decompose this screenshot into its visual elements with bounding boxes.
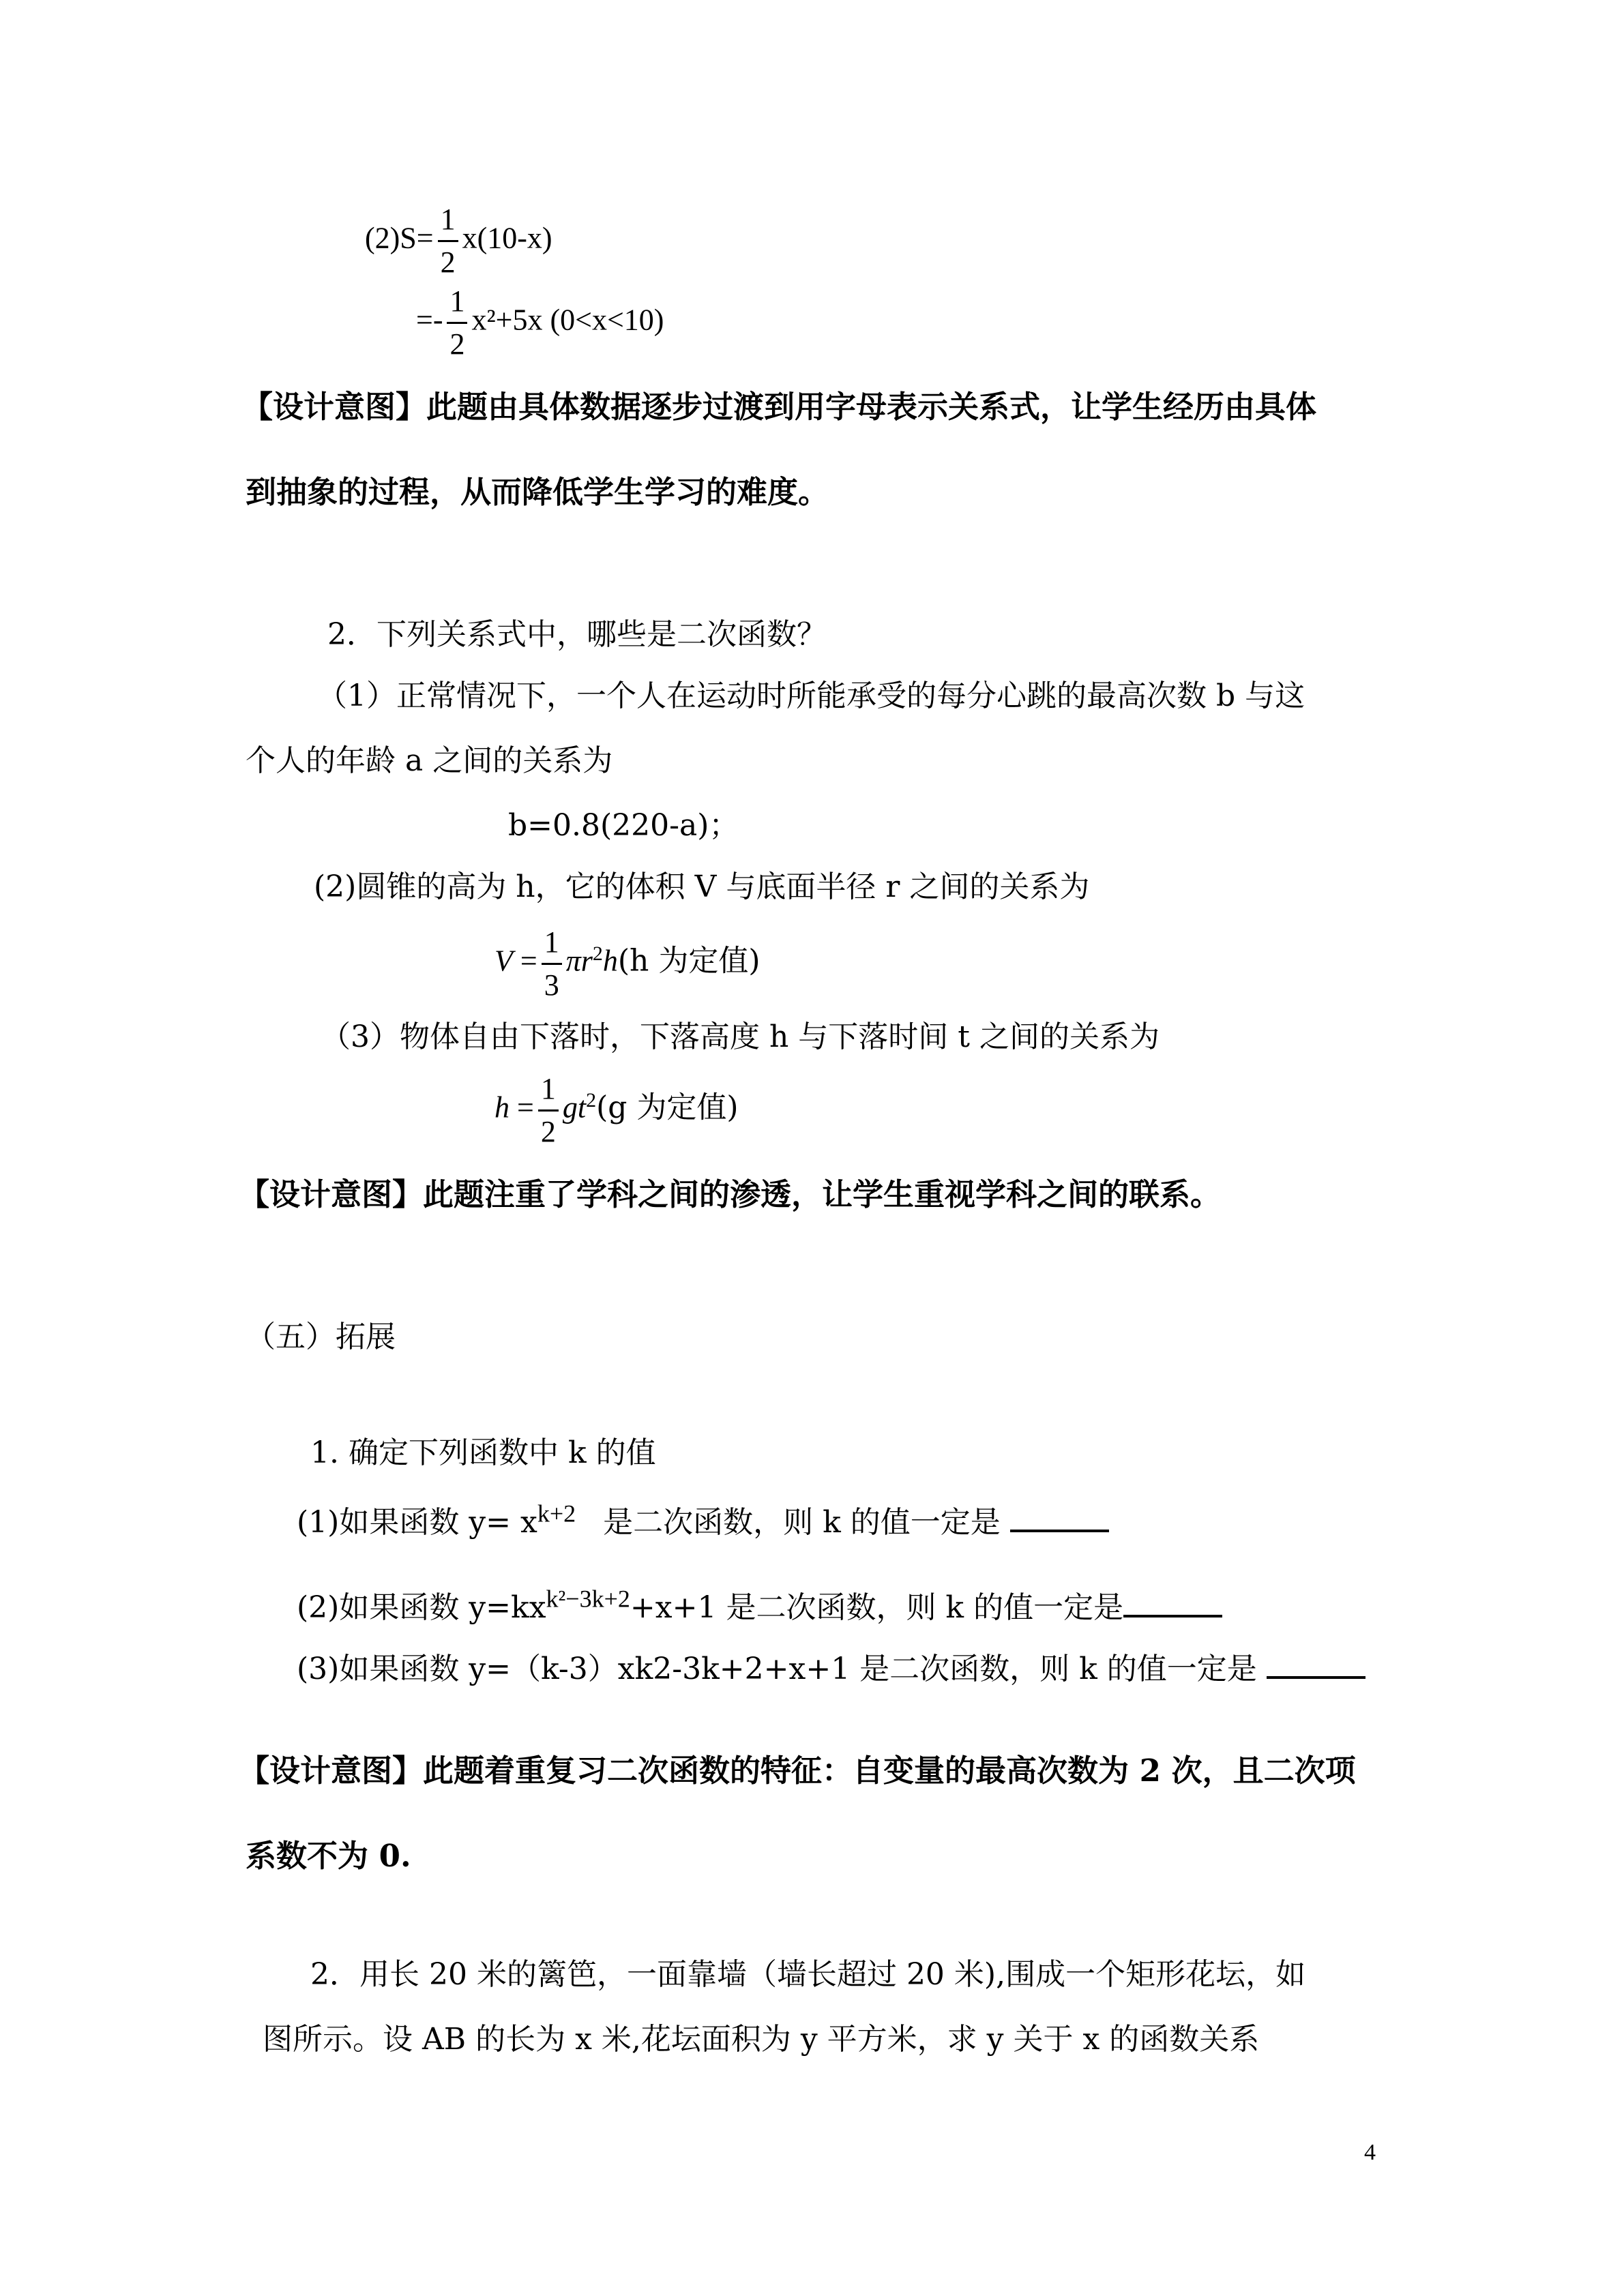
extension-1-item-3: (3)如果函数 y=（k-3）xk2-3k+2+x+1 是二次函数，则 k 的值一定是 — [297, 1650, 1365, 1688]
question-2-heading: 2．下列关系式中，哪些是二次函数？ — [327, 617, 827, 652]
answer-blank[interactable] — [1010, 1504, 1109, 1532]
extension-2-line1: 2．用长 20 米的篱笆，一面靠墙（墙长超过 20 米),围成一个矩形花坛，如 — [310, 1957, 1306, 1992]
q2-part1-formula: b=0.8(220-a)； — [508, 808, 739, 843]
q2-part1-line1: （1）正常情况下，一个人在运动时所能承受的每分心跳的最高次数 b 与这 — [317, 679, 1305, 713]
design-intent-1-line2: 到抽象的过程，从而降低学生学习的难度。 — [246, 474, 829, 510]
extension-2-line2: 图所示。设 AB 的长为 x 米,花坛面积为 y 平方米，求 y 关于 x 的函数关系 — [263, 2022, 1260, 2057]
q2-part1-line2: 个人的年龄 a 之间的关系为 — [246, 743, 613, 778]
extension-1-heading: 1. 确定下列函数中 k 的值 — [310, 1435, 656, 1470]
cone-volume-formula: V = $\frac{1}{3}$ $\pi r^2h(h$ 为定值) — [494, 925, 761, 1002]
design-intent-1-line1: 【设计意图】此题由具体数据逐步过渡到用字母表示关系式，让学生经历由具体 — [242, 389, 1317, 425]
answer-blank[interactable] — [1123, 1589, 1222, 1617]
design-intent-2: 【设计意图】此题注重了学科之间的渗透，让学生重视学科之间的联系。 — [239, 1176, 1222, 1212]
q2-part2-line: (2)圆锥的高为 h，它的体积 V 与底面半径 r 之间的关系为 — [314, 869, 1090, 904]
page-number: 4 — [1364, 2140, 1376, 2165]
answer-blank[interactable] — [1267, 1650, 1365, 1679]
section-heading-extension: （五）拓展 — [246, 1320, 396, 1354]
s2-rest: x(10-x) — [462, 221, 552, 255]
free-fall-formula: h = $\frac{1}{2}$ $gt^2(g$ 为定值) — [494, 1072, 739, 1148]
s2-prefix: (2)S= — [365, 221, 434, 255]
extension-1-item-2: (2)如果函数 $y=kx^{k^2-3k+2}+x+1$ 是二次函数，则 k 的值一定是 — [297, 1589, 1222, 1626]
extension-1-item-1: (1)如果函数 $y= x^{k+2}$ 是二次函数，则 k 的值一定是 — [297, 1504, 1109, 1541]
design-intent-3-line2: 系数不为 0. — [246, 1838, 411, 1874]
design-intent-3-line1: 【设计意图】此题着重复习二次函数的特征：自变量的最高次数为 2 次，且二次项 — [239, 1753, 1356, 1789]
fraction: $\frac{1}{2}$ — [438, 205, 458, 278]
s2-line2: =- $\frac{1}{2}$ x²+5x (0<x<10) — [416, 284, 664, 361]
fraction: $\frac{1}{3}$ — [542, 927, 562, 1000]
fraction: $\frac{1}{2}$ — [447, 286, 467, 359]
fraction: $\frac{1}{2}$ — [538, 1074, 559, 1147]
q2-part3-line: （3）物体自由下落时，下落高度 h 与下落时间 t 之间的关系为 — [321, 1019, 1160, 1054]
s2-line1 — [365, 205, 552, 278]
